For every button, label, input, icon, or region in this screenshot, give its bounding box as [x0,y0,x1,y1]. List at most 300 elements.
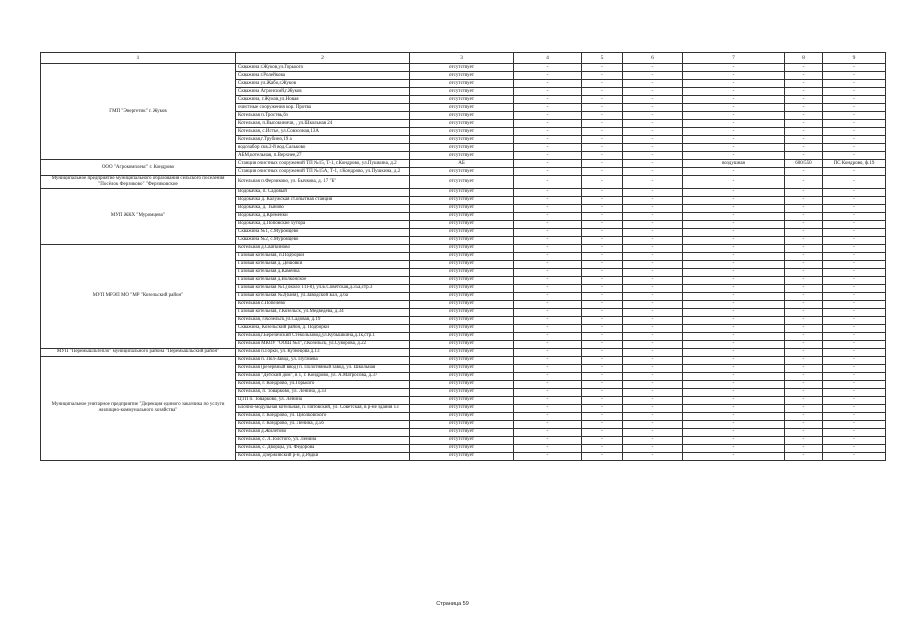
value-cell: - [623,204,683,212]
value-cell: - [514,332,582,340]
value-cell: отсутствует [410,324,514,332]
value-cell: - [514,276,582,284]
value-cell: - [823,188,886,196]
facility-cell: Скважина, Козельский район, д. Подборки [236,324,410,332]
value-cell: - [683,444,785,452]
value-cell: - [514,196,582,204]
value-cell: - [514,428,582,436]
value-cell: - [785,212,823,220]
value-cell: отсутствует [410,176,514,189]
value-cell: - [823,380,886,388]
value-cell: - [823,220,886,228]
value-cell: - [683,412,785,420]
value-cell: - [582,96,623,104]
value-cell: - [785,64,823,72]
facility-cell: Скважина, г.Жуков,ул.Новая [236,96,410,104]
value-cell: - [785,396,823,404]
value-cell: - [683,220,785,228]
value-cell: - [823,308,886,316]
value-cell: - [582,88,623,96]
facility-cell: Котельная МКОУ "ООШ №4", г.Козельск, ул.Суворова, д.22 [236,340,410,348]
value-cell: отсутствует [410,276,514,284]
value-cell: - [683,96,785,104]
facility-cell: Водокачка, д. Тыново [236,204,410,212]
value-cell: - [582,144,623,152]
value-cell: - [785,268,823,276]
facility-cell: Котельная, с. Л.Толстого, ул. Ленина [236,436,410,444]
value-cell: отсутствует [410,260,514,268]
value-cell: - [623,228,683,236]
value-cell: - [785,244,823,252]
value-cell: - [623,168,683,176]
facility-cell: Котельная д.Жилетово [236,428,410,436]
column-header: 5 [582,53,623,64]
value-cell: - [514,372,582,380]
value-cell: - [823,72,886,80]
table-row [41,188,886,196]
facility-cell: Газовая котельная №1,(около ТП-8), ул.Б.Советская,д.35а,стр.3 [236,284,410,292]
value-cell: - [683,120,785,128]
value-cell: - [514,300,582,308]
value-cell: - [785,284,823,292]
value-cell: отсутствует [410,372,514,380]
value-cell: - [785,380,823,388]
facility-cell: Водокачка, д.Кременки [236,212,410,220]
value-cell: - [582,444,623,452]
facility-cell: Котельная, п.Высокиничи, , ул.Школьная 24 [236,120,410,128]
value-cell: отсутствует [410,64,514,72]
facility-cell: Котельная, с. Дворцы, ул. Федорова [236,444,410,452]
value-cell: отсутствует [410,444,514,452]
value-cell: - [623,316,683,324]
value-cell: - [683,176,785,189]
value-cell: - [514,340,582,348]
value-cell: - [823,412,886,420]
value-cell: - [514,204,582,212]
value-cell: - [823,452,886,460]
value-cell: отсутствует [410,144,514,152]
value-cell: - [514,260,582,268]
value-cell: - [683,236,785,244]
organization-cell: ООО "Агрокомплекс" г. Кондрово [41,160,236,176]
column-header: 7 [683,53,785,64]
facility-cell: Котельная,г.Березичский Стекользавод,ул.Кубышкина,д.1к,стр.1 [236,332,410,340]
value-cell: - [683,316,785,324]
facility-cell: Станция очистных сооружений ТП №15, Т-1, г.Кондрово, ул.Пушкина, д.2 [236,160,410,168]
value-cell: - [683,340,785,348]
value-cell: - [823,144,886,152]
value-cell: отсутствует [410,236,514,244]
value-cell: - [785,420,823,428]
value-cell: отсутствует [410,204,514,212]
value-cell: - [582,268,623,276]
value-cell: отсутствует [410,104,514,112]
value-cell: - [623,364,683,372]
value-cell: - [514,144,582,152]
value-cell: - [623,340,683,348]
facility-cell: Газовая котельная, п.Подборки [236,252,410,260]
value-cell: - [514,88,582,96]
value-cell: - [785,136,823,144]
facility-cell: Газовая котельная д. Дешовки [236,260,410,268]
value-cell: отсутствует [410,72,514,80]
value-cell: - [582,64,623,72]
facility-cell: Котельная, с.Истье, ул.Совхозная,13А [236,128,410,136]
facility-cell: Котельная, п. Товарково, ул. Ленина, д.33 [236,388,410,396]
value-cell: - [823,340,886,348]
value-cell: - [582,136,623,144]
value-cell: - [514,104,582,112]
column-header: 8 [785,53,823,64]
value-cell: - [623,220,683,228]
value-cell: отсутствует [410,244,514,252]
value-cell: - [785,292,823,300]
value-cell: - [683,252,785,260]
value-cell: - [514,420,582,428]
value-cell: - [582,228,623,236]
facility-cell: Скважина №2, с.Муромцево [236,236,410,244]
facility-cell: Котельная п.Троствь,6з [236,112,410,120]
value-cell: - [683,152,785,160]
value-cell: - [514,364,582,372]
value-cell: - [514,80,582,88]
value-cell: - [514,236,582,244]
facility-cell: Газовая котельная д.Волконское [236,276,410,284]
value-cell: - [623,444,683,452]
value-cell: - [683,188,785,196]
value-cell: - [582,308,623,316]
value-cell: - [514,380,582,388]
value-cell: отсутствует [410,212,514,220]
value-cell: - [683,364,785,372]
value-cell: - [683,196,785,204]
value-cell: - [683,284,785,292]
value-cell: - [623,212,683,220]
value-cell: - [823,260,886,268]
value-cell: - [785,332,823,340]
value-cell: - [823,80,886,88]
value-cell: - [514,72,582,80]
value-cell: - [514,356,582,364]
facility-cell: Скважина №1, с.Муромцево [236,228,410,236]
value-cell: - [785,188,823,196]
value-cell: - [582,316,623,324]
facility-cell: Котельная "Детский дом", в 1, г. Кондрово, ул. А.Матросова, д.37 [236,372,410,380]
value-cell: - [582,176,623,189]
value-cell: - [623,284,683,292]
value-cell: - [514,404,582,412]
value-cell: - [514,252,582,260]
value-cell: - [683,420,785,428]
page-number: Страница 59 [436,601,469,607]
value-cell: - [582,196,623,204]
value-cell: - [785,176,823,189]
value-cell: - [623,196,683,204]
value-cell: - [514,96,582,104]
value-cell: отсутствует [410,316,514,324]
column-header: 9 [823,53,886,64]
value-cell: - [582,420,623,428]
value-cell: - [785,152,823,160]
value-cell: - [582,380,623,388]
value-cell: - [514,168,582,176]
value-cell: отсутствует [410,364,514,372]
value-cell: - [623,396,683,404]
value-cell: - [582,356,623,364]
facility-cell: Котельная п.Горки, ул. Кузнецова д.13 [236,348,410,356]
value-cell: отсутствует [410,420,514,428]
value-cell: - [623,236,683,244]
value-cell: - [785,412,823,420]
value-cell: - [683,104,785,112]
value-cell: - [683,308,785,316]
value-cell: - [785,96,823,104]
value-cell: - [582,160,623,168]
value-cell: - [683,404,785,412]
value-cell: - [623,244,683,252]
value-cell: - [785,348,823,356]
value-cell: - [785,196,823,204]
value-cell: отсутствует [410,168,514,176]
value-cell: - [623,428,683,436]
value-cell: - [514,444,582,452]
value-cell: - [582,220,623,228]
value-cell: - [683,204,785,212]
value-cell: - [623,80,683,88]
value-cell: - [683,428,785,436]
value-cell: - [785,120,823,128]
value-cell: - [623,372,683,380]
facility-cell: Котельная п. Пол-Завод, ул. Пугачёва [236,356,410,364]
value-cell: - [582,348,623,356]
value-cell: - [623,420,683,428]
value-cell: - [683,292,785,300]
value-cell: - [623,324,683,332]
value-cell: - [623,404,683,412]
value-cell: - [514,212,582,220]
facility-cell: Котельная, Дзержинский р-н, д.Рядки [236,452,410,460]
value-cell: - [582,168,623,176]
value-cell: - [823,364,886,372]
value-cell: - [582,324,623,332]
table-row [41,356,886,364]
value-cell: - [823,404,886,412]
value-cell: - [582,212,623,220]
value-cell: - [514,64,582,72]
value-cell: - [514,452,582,460]
value-cell: - [785,388,823,396]
value-cell: - [785,300,823,308]
value-cell: - [582,364,623,372]
value-cell: - [823,204,886,212]
value-cell: - [623,356,683,364]
facility-cell: Котельная,г.Трубино,19 а [236,136,410,144]
value-cell: - [683,112,785,120]
value-cell: - [683,452,785,460]
value-cell: отсутствует [410,284,514,292]
value-cell: - [514,436,582,444]
value-cell: - [514,176,582,189]
facility-cell: Водокачка д. Калужская ст.опытная станция [236,196,410,204]
value-cell: - [623,380,683,388]
value-cell: - [514,284,582,292]
value-cell: - [623,72,683,80]
value-cell: - [683,372,785,380]
facility-table [40,52,886,461]
value-cell: - [823,168,886,176]
value-cell: - [785,308,823,316]
value-cell: отсутствует [410,332,514,340]
value-cell: - [623,96,683,104]
value-cell: - [683,128,785,136]
value-cell: - [623,276,683,284]
facility-cell: Газовая котельная, г.Козельск, ул.Медведева, д.34 [236,308,410,316]
value-cell: отсутствует [410,428,514,436]
value-cell: - [623,252,683,260]
value-cell: - [823,128,886,136]
value-cell: - [823,152,886,160]
facility-cell: водозабор скв.2-й вод.Сальково [236,144,410,152]
value-cell: - [514,388,582,396]
value-cell: - [823,356,886,364]
value-cell: - [683,228,785,236]
value-cell: - [683,436,785,444]
facility-cell: Котельная (резервный ввод) п. Полотняный завод, ул. Школьная [236,364,410,372]
value-cell: - [514,348,582,356]
value-cell: - [582,340,623,348]
value-cell: - [514,128,582,136]
value-cell: - [582,104,623,112]
value-cell: - [623,348,683,356]
value-cell: - [785,88,823,96]
value-cell: - [785,204,823,212]
value-cell: - [683,260,785,268]
value-cell: - [683,388,785,396]
value-cell: отсутствует [410,388,514,396]
facility-cell: Скважина Агронский,г.Жуков [236,88,410,96]
value-cell: - [785,356,823,364]
value-cell: - [683,268,785,276]
value-cell: - [683,144,785,152]
value-cell: - [823,332,886,340]
value-cell: - [623,292,683,300]
value-cell: - [514,268,582,276]
value-cell: отсутствует [410,96,514,104]
value-cell: - [823,228,886,236]
value-cell: - [582,260,623,268]
value-cell: - [823,88,886,96]
value-cell: - [514,120,582,128]
facility-cell: Скважина ул.Жабо,г.Жуков [236,80,410,88]
value-cell: - [623,64,683,72]
value-cell: - [785,436,823,444]
header-row [41,53,886,64]
value-cell: - [683,212,785,220]
value-cell: отсутствует [410,88,514,96]
value-cell: - [623,104,683,112]
value-cell: - [823,348,886,356]
table-row [41,244,886,252]
value-cell: - [582,276,623,284]
value-cell: - [582,204,623,212]
organization-cell: МУП МРЭП МО "МР "Козельский район" [41,244,236,348]
value-cell: - [623,136,683,144]
value-cell: - [683,356,785,364]
value-cell: - [623,436,683,444]
value-cell: - [582,388,623,396]
value-cell: - [582,80,623,88]
value-cell: - [623,412,683,420]
value-cell: - [683,332,785,340]
organization-cell: МУП ЖКХ "Муромцево" [41,188,236,244]
value-cell: - [785,340,823,348]
value-cell: отсутствует [410,128,514,136]
value-cell: - [514,228,582,236]
value-cell: - [683,136,785,144]
value-cell: - [823,112,886,120]
table-row [41,160,886,168]
value-cell: - [623,120,683,128]
facility-cell: Скважина г.Жуков,ул.Горького [236,64,410,72]
value-cell: - [785,168,823,176]
value-cell: - [823,388,886,396]
value-cell: - [514,308,582,316]
value-cell: - [683,396,785,404]
value-cell: - [623,152,683,160]
value-cell: - [785,444,823,452]
value-cell: - [785,364,823,372]
value-cell: - [785,228,823,236]
facility-cell: Станция очистных сооружений ТП №15А, Т-1, г.Кондрово, ул.Пушкина, д.2 [236,168,410,176]
value-cell: - [623,128,683,136]
value-cell: - [683,324,785,332]
value-cell: - [823,292,886,300]
facility-cell: Скважина г.Ролейкова [236,72,410,80]
value-cell: отсутствует [410,348,514,356]
value-cell: отсутствует [410,196,514,204]
value-cell: - [785,252,823,260]
value-cell: - [823,276,886,284]
value-cell: - [823,324,886,332]
value-cell: отсутствует [410,228,514,236]
value-cell: - [823,104,886,112]
organization-cell: Муниципальное унитарное предприятие "Дирекция единого заказчика по услуги жилищно-коммунального хозяйства" [41,356,236,460]
value-cell: отсутствует [410,112,514,120]
value-cell: - [683,244,785,252]
value-cell: - [514,412,582,420]
value-cell: - [582,236,623,244]
value-cell: - [823,396,886,404]
value-cell: ПС Кондрово, ф.19 [823,160,886,168]
value-cell: - [514,396,582,404]
value-cell: - [823,428,886,436]
column-header: 6 [623,53,683,64]
value-cell: отсутствует [410,252,514,260]
value-cell: - [623,112,683,120]
value-cell: - [683,168,785,176]
value-cell: отсутствует [410,292,514,300]
facility-cell: Газовая котельная д.Каменка [236,268,410,276]
value-cell: - [582,332,623,340]
facility-cell: Газовая котельная №2(баня), ул.Заводской Бал, д.6а [236,292,410,300]
value-cell: - [823,300,886,308]
value-cell: - [785,236,823,244]
value-cell: - [582,284,623,292]
value-cell: - [514,316,582,324]
column-header: 1 [41,53,236,64]
value-cell: - [683,300,785,308]
value-cell: - [514,292,582,300]
